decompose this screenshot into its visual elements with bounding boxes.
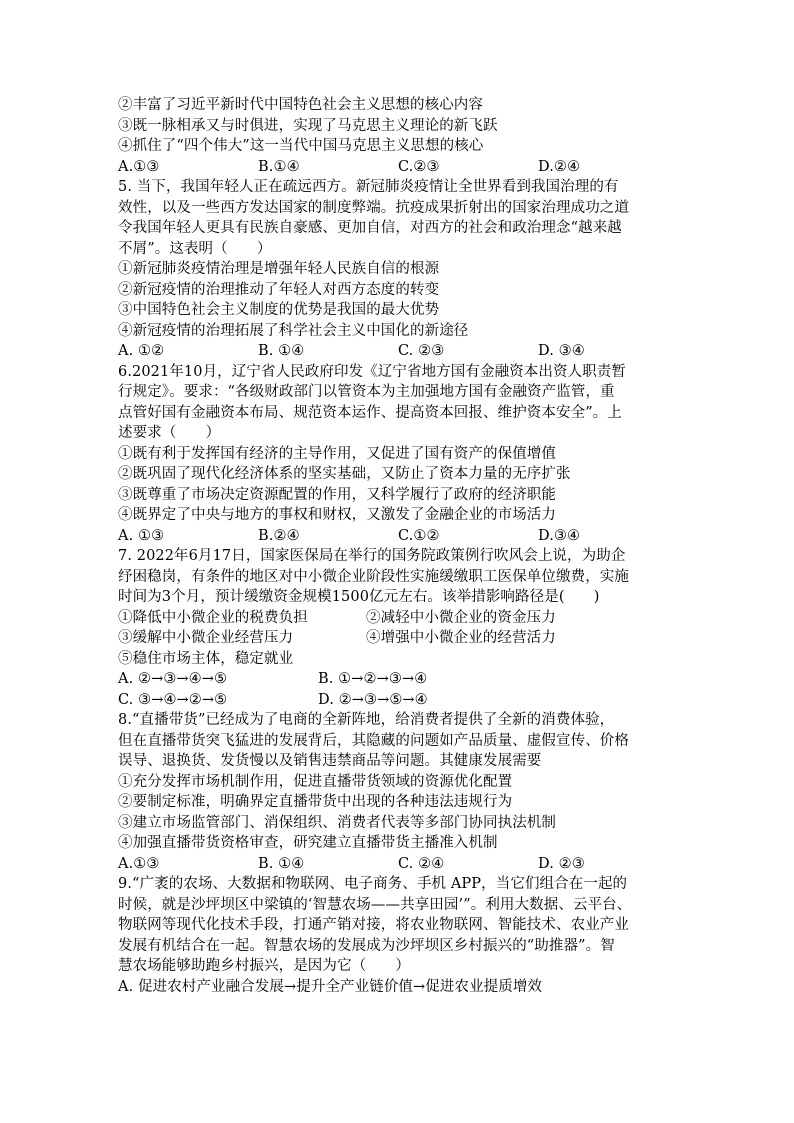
option-d[interactable]: D. ②③: [538, 855, 585, 872]
question-stem: 但在直播带货突飞猛进的发展背后，其隐藏的问题如产品质量、虚假宣传、价格: [118, 732, 629, 749]
question-stem: 误导、退换货、发货慢以及销售违禁商品等问题。其健康发展需要: [118, 753, 542, 769]
question-stem: 7. 2022年6月17日，国家医保局在举行的国务院政策例行吹风会上说，为助企: [118, 548, 626, 564]
option-a[interactable]: A. ①②: [118, 343, 165, 359]
statement: ②要制定标准，明确界定直播带货中出现的各种违法违规行为: [118, 794, 513, 810]
question-stem: 时间为3个月，预计缓缴资金规模1500亿元左右。该举措影响路径是( ): [118, 589, 600, 605]
question-stem: 时候，就是沙坪坝区中梁镇的‘智慧农场——共享田园’”。利用大数据、云平台、: [118, 896, 632, 913]
question-stem: 述要求（ ）: [118, 425, 221, 441]
option-b[interactable]: B.①④: [258, 158, 300, 175]
option-b[interactable]: B.②④: [258, 527, 300, 544]
question-stem: 不屑”。这表明（ ）: [118, 240, 272, 257]
question-7: [118, 546, 678, 710]
question-stem: 纾困稳岗，有条件的地区对中小微企业阶段性实施缓缴职工医保单位缴费，实施: [118, 568, 629, 585]
option-c[interactable]: C.①②: [398, 527, 440, 544]
option-c[interactable]: C. ②④: [398, 855, 445, 872]
statement: ④加强直播带货资格审查，研究建立直播带货主播准入机制: [118, 835, 498, 851]
option-d[interactable]: D. ③④: [538, 343, 585, 359]
statement-pair: [118, 608, 678, 629]
statement: ③中国特色社会主义制度的优势是我国的最大优势: [118, 302, 440, 318]
statement: ④抓住了“四个伟大”这一当代中国马克思主义思想的核心: [118, 138, 484, 154]
statement: ③建立市场监管部门、消保组织、消费者代表等多部门协同执法机制: [118, 814, 556, 831]
answer-options: [118, 526, 678, 547]
statement: ②新冠疫情的治理推动了年轻人对西方态度的转变: [118, 281, 440, 298]
question-stem: 行规定》。要求：“各级财政部门以管资本为主加强地方国有金融资产监管，重: [118, 384, 615, 400]
question-stem: 8.“直播带货”已经成为了电商的全新阵地，给消费者提供了全新的消费体验，: [118, 712, 615, 728]
statement: ①新冠肺炎疫情治理是增强年轻人民族自信的根源: [118, 261, 440, 277]
option-c[interactable]: C. ②③: [398, 343, 445, 359]
option-c[interactable]: C. ③→④→②→⑤: [118, 691, 228, 708]
statement: ②减轻中小微企业的资金压力: [366, 609, 556, 626]
exam-page: [118, 95, 678, 997]
statement: ④增强中小微企业的经营活力: [366, 630, 556, 646]
option-b[interactable]: B. ①④: [258, 855, 305, 872]
statement: ⑤稳住市场主体，稳定就业: [118, 650, 294, 667]
question-stem: 5. 当下，我国年轻人正在疏远西方。新冠肺炎疫情让全世界看到我国治理的有: [118, 179, 619, 195]
question-stem: 慧农场能够助跑乡村振兴，是因为它（ ）: [118, 958, 410, 974]
option-a[interactable]: A.①③: [118, 158, 160, 175]
option-a[interactable]: A. 促进农村产业融合发展→提升全产业链价值→促进农业提质增效: [118, 978, 543, 995]
question-6: [118, 362, 678, 547]
question-stem: 9.“广袤的农场、大数据和物联网、电子商务、手机 APP，当它们组合在一起的: [118, 876, 628, 892]
option-d[interactable]: D.②④: [538, 158, 581, 175]
statement-pair: [118, 628, 678, 649]
option-d[interactable]: D.③④: [538, 527, 581, 544]
question-5: [118, 177, 678, 362]
question-stem: 发展有机结合在一起。智慧农场的发展成为沙坪坝区乡村振兴的“助推器”。智: [118, 937, 615, 954]
question-9: [118, 874, 678, 997]
answer-options: [118, 341, 678, 362]
question-4: [118, 95, 678, 177]
answer-options: [118, 669, 678, 690]
option-b[interactable]: B. ①④: [258, 343, 305, 359]
statement: ④新冠疫情的治理拓展了科学社会主义中国化的新途径: [118, 322, 469, 339]
option-a[interactable]: A.①③: [118, 855, 160, 872]
option-c[interactable]: C.②③: [398, 158, 440, 175]
question-stem: 物联网等现代化技术手段，打通产销对接，将农业物联网、智能技术、农业产业: [118, 917, 629, 933]
option-a[interactable]: A. ②→③→④→⑤: [118, 671, 228, 687]
statement: ③既一脉相承又与时俱进，实现了马克思主义理论的新飞跃: [118, 117, 498, 134]
statement: ①既有利于发挥国有经济的主导作用，又促进了国有资产的保值增值: [118, 445, 556, 462]
question-stem: 点管好国有金融资本布局、规范资本运作、提高资本回报、维护资本安全”。上: [118, 404, 622, 421]
statement: ①降低中小微企业的税费负担: [118, 609, 308, 626]
answer-options: [118, 157, 678, 178]
option-a[interactable]: A. ①③: [118, 527, 165, 544]
question-stem: 效性，以及一些西方发达国家的制度弊端。抗疫成果折射出的国家治理成功之道: [118, 199, 629, 216]
statement: ③既尊重了市场决定资源配置的作用，又科学履行了政府的经济职能: [118, 486, 556, 503]
answer-options: [118, 690, 678, 711]
statement: ②丰富了习近平新时代中国特色社会主义思想的核心内容: [118, 97, 483, 113]
option-d[interactable]: D. ②→③→⑤→④: [318, 691, 428, 708]
statement: ③缓解中小微企业经营压力: [118, 630, 294, 646]
answer-options: [118, 854, 678, 875]
question-stem: 令我国年轻人更具有民族自豪感、更加自信，对西方的社会和政治理念“越来越: [118, 220, 622, 236]
question-stem: 6.2021年10月，辽宁省人民政府印发《辽宁省地方国有金融资本出资人职责暂: [118, 363, 626, 380]
statement: ①充分发挥市场机制作用，促进直播带货领域的资源优化配置: [118, 773, 513, 790]
question-8: [118, 710, 678, 874]
statement: ④既界定了中央与地方的事权和财权，又激发了金融企业的市场活力: [118, 507, 556, 523]
statement: ②既巩固了现代化经济体系的坚实基础，又防止了资本力量的无序扩张: [118, 466, 571, 482]
option-b[interactable]: B. ①→②→③→④: [318, 671, 428, 687]
